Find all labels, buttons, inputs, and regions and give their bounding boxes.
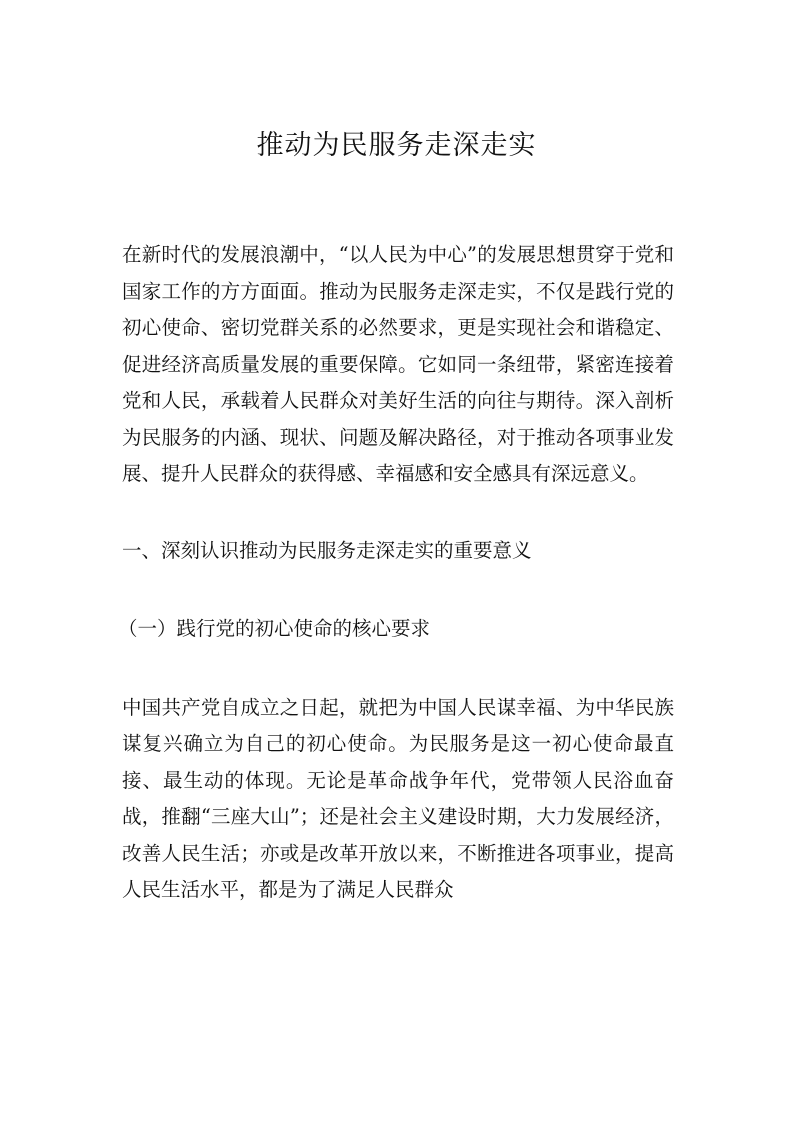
subsection-1-paragraph: 中国共产党自成立之日起，就把为中国人民谋幸福、为中华民族谋复兴确立为自己的初心使命。为民服务是这一初心使命最直接、最生动的体现。无论是革命战争年代，党带领人民浴血奋战，推翻“三座大山”；还是社会主义建设时期，大力发展经济，改善人民生活；亦或是改革开放以来，不断推进各项事业，提高人民生活水平，都是为了满足人民群众 [122, 695, 674, 901]
spacer [122, 493, 674, 533]
section-heading-1: 一、深刻认识推动为民服务走深走实的重要意义 [122, 538, 532, 562]
subsection-heading-1: （一）践行党的初心使命的核心要求 [118, 617, 431, 640]
intro-paragraph: 在新时代的发展浪潮中，“以人民为中心”的发展思想贯穿于党和国家工作的方方面面。推动为民服务走深走实，不仅是践行党的初心使命、密切党群关系的必然要求，更是实现社会和谐稳定、促进经济高质量发展的重要保障。它如同一条纽带，紧密连接着党和人民，承载着人民群众对美好生活的向往与期待。深入剖析为民服务的内涵、现状、问题及解决路径，对于推动各项事业发展、提升人民群众的获得感、幸福感和安全感具有深远意义。 [122, 243, 674, 485]
spacer [122, 569, 674, 611]
document-body [118, 237, 674, 909]
document-title: 推动为民服务走深走实 [256, 130, 537, 161]
spacer [122, 648, 674, 690]
